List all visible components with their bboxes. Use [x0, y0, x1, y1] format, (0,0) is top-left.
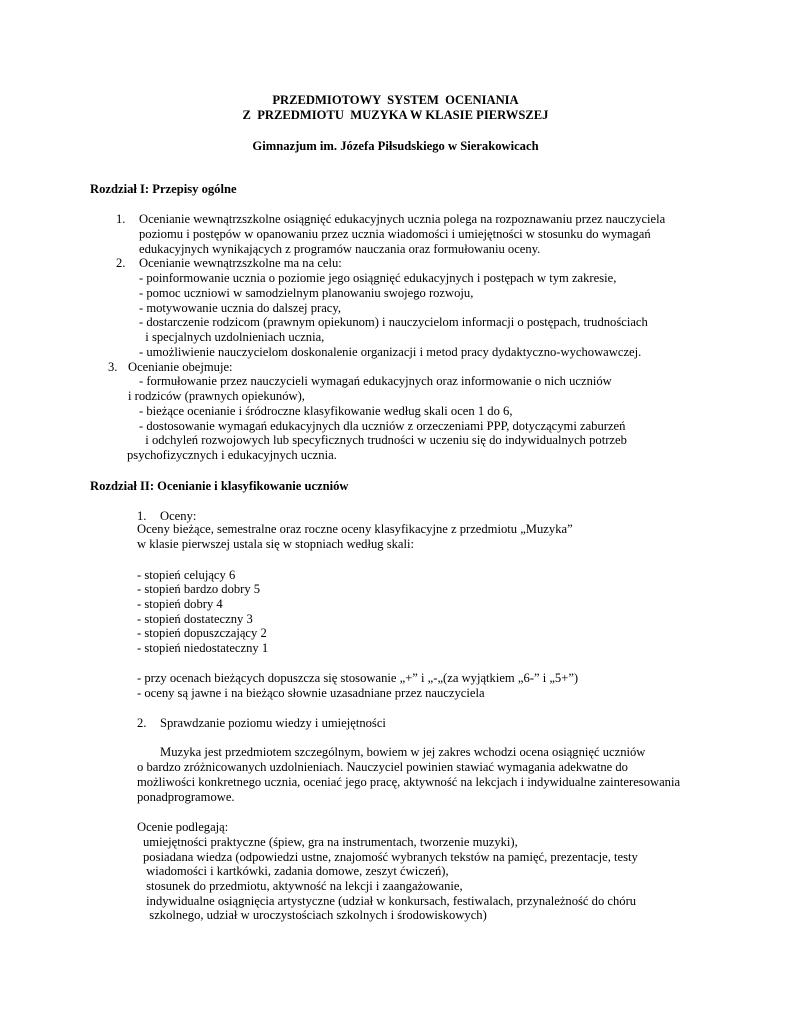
list-number: 1.: [137, 509, 147, 523]
list-item-text: edukacyjnych wynikających z programów nauczania oraz formułowaniu oceny.: [139, 242, 541, 256]
assessment-item: umiejętności praktyczne (śpiew, gra na instrumentach, tworzenie muzyki),: [143, 835, 518, 849]
list-number: 2.: [137, 716, 147, 730]
grade-item: - stopień celujący 6: [137, 568, 236, 582]
list-item-text: psychofizycznych i edukacyjnych ucznia.: [127, 448, 337, 462]
paragraph-line: w klasie pierwszej ustala się w stopniach według skali:: [137, 537, 414, 551]
assessment-item: posiadana wiedza (odpowiedzi ustne, znajomość wybranych tekstów na pamięć, prezentacje, testy: [143, 850, 638, 864]
document-title: PRZEDMIOTOWY SYSTEM OCENIANIA: [272, 93, 519, 107]
section-1-heading: Rozdział I: Przepisy ogólne: [90, 182, 237, 196]
list-item-text: Ocenianie wewnątrzszkolne osiągnięć edukacyjnych ucznia polega na rozpoznawaniu przez nauczyciela: [139, 212, 666, 226]
paragraph-line: możliwości konkretnego ucznia, oceniać jego pracę, aktywność na lekcjach i indywidualne zainteresowania: [137, 775, 681, 789]
list-item-text: poziomu i postępów w opanowaniu przez ucznia wiadomości i umiejętności w stosunku do wymagań: [139, 227, 651, 241]
grade-item: - stopień dobry 4: [137, 597, 223, 611]
section-2-heading: Rozdział II: Ocenianie i klasyfikowanie uczniów: [90, 479, 349, 493]
list-item-text: - dostosowanie wymagań edukacyjnych dla uczniów z orzeczeniami PPP, dotyczącymi zaburzeń: [139, 419, 626, 433]
paragraph-line: o bardzo zróżnicowanych uzdolnieniach. Nauczyciel powinien stawiać wymagania adekwatne do: [137, 760, 628, 774]
grading-note: - przy ocenach bieżących dopuszcza się stosowanie „+” i „-„(za wyjątkiem „6-” i „5+”): [137, 671, 579, 685]
list-item-text: - dostarczenie rodzicom (prawnym opiekunom) i nauczycielom informacji o postępach, trudnościach: [139, 315, 648, 329]
list-item-text: - formułowanie przez nauczycieli wymagań edukacyjnych oraz informowanie o nich uczniów: [139, 374, 612, 388]
list-item-text: - pomoc uczniowi w samodzielnym planowaniu swojego rozwoju,: [139, 286, 474, 300]
grade-item: - stopień dostateczny 3: [137, 612, 253, 626]
assessment-item: indywidualne osiągnięcia artystyczne (udział w konkursach, festiwalach, przynależność do chóru: [143, 894, 637, 908]
grade-item: - stopień dopuszczający 2: [137, 626, 267, 640]
school-name: Gimnazjum im. Józefa Piłsudskiego w Sierakowicach: [252, 139, 539, 153]
list-number: 2.: [116, 256, 126, 270]
paragraph-line: ponadprogramowe.: [137, 790, 235, 804]
list-item-label: Oceny:: [160, 509, 197, 523]
list-item-text: - poinformowanie ucznia o poziomie jego osiągnięć edukacyjnych i postępach w tym zakresie,: [139, 271, 617, 285]
assessment-item: stosunek do przedmiotu, aktywność na lekcji i zaangażowanie,: [143, 879, 463, 893]
assessment-item: wiadomości i kartkówki, zadania domowe, zeszyt ćwiczeń),: [143, 864, 449, 878]
document-subtitle: Z PRZEDMIOTU MUZYKA W KLASIE PIERWSZEJ: [242, 108, 549, 122]
list-item-label: Sprawdzanie poziomu wiedzy i umiejętności: [160, 716, 386, 730]
list-item-text: - motywowanie ucznia do dalszej pracy,: [139, 301, 342, 315]
grade-item: - stopień bardzo dobry 5: [137, 582, 261, 596]
grading-note: - oceny są jawne i na bieżąco słownie uzasadniane przez nauczyciela: [137, 686, 485, 700]
list-item-text: i odchyleń rozwojowych lub specyficznych trudności w uczeniu się do indywidualnych potrzeb: [139, 433, 627, 447]
list-item-text: i rodziców (prawnych opiekunów),: [128, 389, 305, 403]
list-item-text: Ocenianie obejmuje:: [128, 360, 233, 374]
list-number: 1.: [116, 212, 126, 226]
list-item-text: i specjalnych uzdolnieniach ucznia,: [139, 330, 325, 344]
list-item-text: - umożliwienie nauczycielom doskonalenie organizacji i metod pracy dydaktyczno-wychowawczej.: [139, 345, 642, 359]
assessment-heading: Ocenie podlegają:: [137, 820, 229, 834]
assessment-item: szkolnego, udział w uroczystościach szkolnych i środowiskowych): [143, 908, 487, 922]
list-item-text: Ocenianie wewnątrzszkolne ma na celu:: [139, 256, 342, 270]
list-number: 3.: [108, 360, 118, 374]
paragraph-line: Oceny bieżące, semestralne oraz roczne oceny klasyfikacyjne z przedmiotu „Muzyka”: [137, 522, 573, 536]
paragraph-line: Muzyka jest przedmiotem szczególnym, bowiem w jej zakres wchodzi ocena osiągnięć uczniów: [160, 745, 646, 759]
grade-item: - stopień niedostateczny 1: [137, 641, 269, 655]
list-item-text: - bieżące ocenianie i śródroczne klasyfikowanie według skali ocen 1 do 6,: [139, 404, 513, 418]
